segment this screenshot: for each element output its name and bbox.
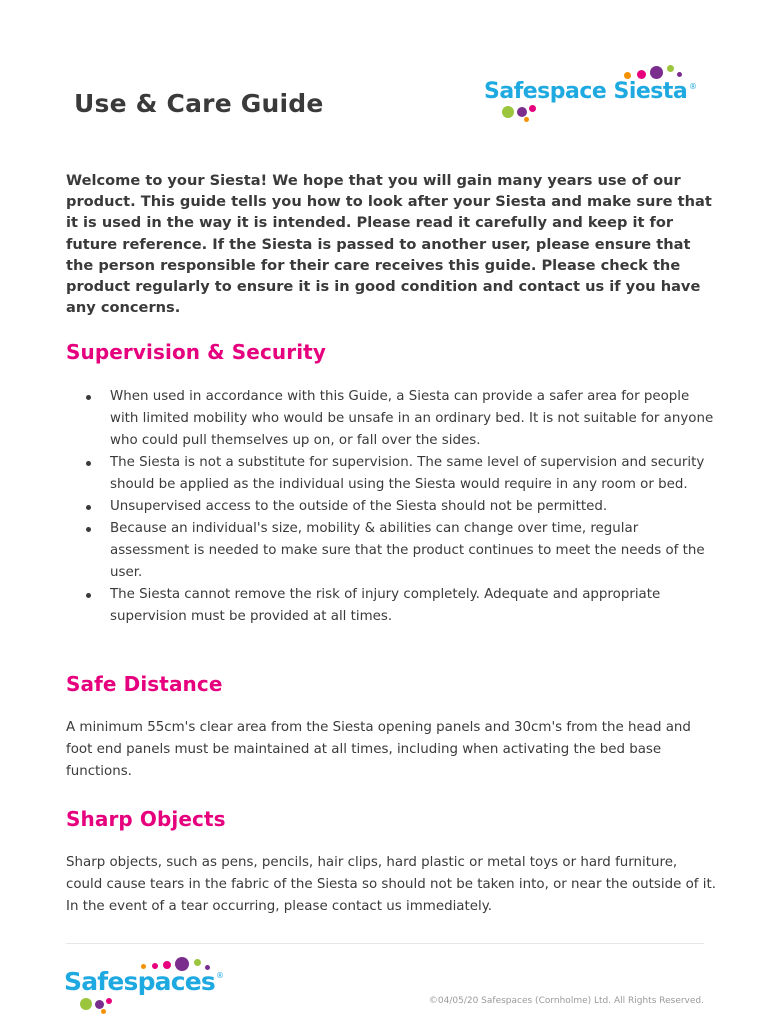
safe-distance-paragraph: A minimum 55cm's clear area from the Siesta opening panels and 30cm's from the head and foot end panels must be maintained at all times, including when activating the bed base functions. bbox=[66, 720, 691, 779]
bullet-icon bbox=[86, 593, 91, 598]
registered-mark: ® bbox=[689, 82, 697, 91]
list-item-text: Because an individual's size, mobility & abilities can change over time, regular assessment is needed to make sure that the product continues to meet the needs of the user. bbox=[110, 521, 705, 580]
logo-dot-orange bbox=[624, 72, 631, 79]
supervision-list bbox=[66, 386, 716, 628]
logo-dot-green bbox=[667, 65, 674, 72]
bullet-icon bbox=[86, 505, 91, 510]
bullet-icon bbox=[86, 527, 91, 532]
list-item bbox=[66, 584, 716, 628]
list-item bbox=[66, 386, 716, 452]
sharp-objects-paragraph: Sharp objects, such as pens, pencils, hair clips, hard plastic or metal toys or hard furniture, could cause tears in the fabric of the Siesta so should not be taken into, or near the outside of it. In the event of a tear occurring, please contact us immediately. bbox=[66, 855, 716, 914]
logo-dot-purple bbox=[650, 66, 663, 79]
logo-dot-pink-low bbox=[529, 105, 536, 112]
logo-wordmark: Safespaces bbox=[64, 967, 216, 996]
logo-dot-orange-low bbox=[101, 1009, 106, 1014]
bullet-icon bbox=[86, 395, 91, 400]
list-item-text: The Siesta cannot remove the risk of injury completely. Adequate and appropriate supervision must be provided at all times. bbox=[110, 587, 661, 624]
list-item bbox=[66, 496, 716, 518]
intro-paragraph: Welcome to your Siesta! We hope that you will gain many years use of our product. This guide tells you how to look after your Siesta and make sure that it is used in the way it is intended. Please read it carefully and keep it for future reference. If the Siesta is passed to another user, please ensure that the person responsible for their care receives this guide. Please check the product regularly to ensure it is in good condition and contact us if you have any concerns. bbox=[66, 172, 712, 317]
heading-sharp-objects: Sharp Objects bbox=[66, 807, 226, 831]
copyright-notice: ©04/05/20 Safespaces (Cornholme) Ltd. All Rights Reserved. bbox=[428, 996, 704, 1006]
page-title: Use & Care Guide bbox=[74, 89, 324, 118]
logo-dot-pink bbox=[637, 70, 646, 79]
bullet-icon bbox=[86, 461, 91, 466]
list-item bbox=[66, 518, 716, 584]
safespace-siesta-logo bbox=[482, 62, 702, 124]
logo-dot-purple-low bbox=[517, 107, 527, 117]
list-item bbox=[66, 452, 716, 496]
logo-dot-purple-small bbox=[677, 72, 682, 77]
list-item-text: When used in accordance with this Guide, a Siesta can provide a safer area for people with limited mobility who would be unsafe in an ordinary bed. It is not suitable for anyone who could pull themselves up on, or fall over the sides. bbox=[110, 389, 714, 448]
safespaces-footer-logo bbox=[64, 953, 234, 1015]
list-item-text: The Siesta is not a substitute for supervision. The same level of supervision and security should be applied as the individual using the Siesta would require in any room or bed. bbox=[110, 455, 705, 492]
heading-safe-distance: Safe Distance bbox=[66, 672, 223, 696]
logo-dot-orange-low bbox=[524, 117, 529, 122]
logo-dot-green-large bbox=[502, 106, 514, 118]
logo-dot-purple-low bbox=[95, 1000, 104, 1009]
logo-dot-green bbox=[194, 959, 201, 966]
logo-dot-pink-low bbox=[106, 998, 112, 1004]
list-item-text: Unsupervised access to the outside of the Siesta should not be permitted. bbox=[110, 499, 608, 514]
heading-supervision-security: Supervision & Security bbox=[66, 340, 326, 364]
registered-mark: ® bbox=[216, 971, 224, 980]
logo-dot-green-large bbox=[80, 998, 92, 1010]
footer-divider bbox=[66, 943, 704, 944]
logo-wordmark: Safespace Siesta bbox=[484, 79, 688, 104]
